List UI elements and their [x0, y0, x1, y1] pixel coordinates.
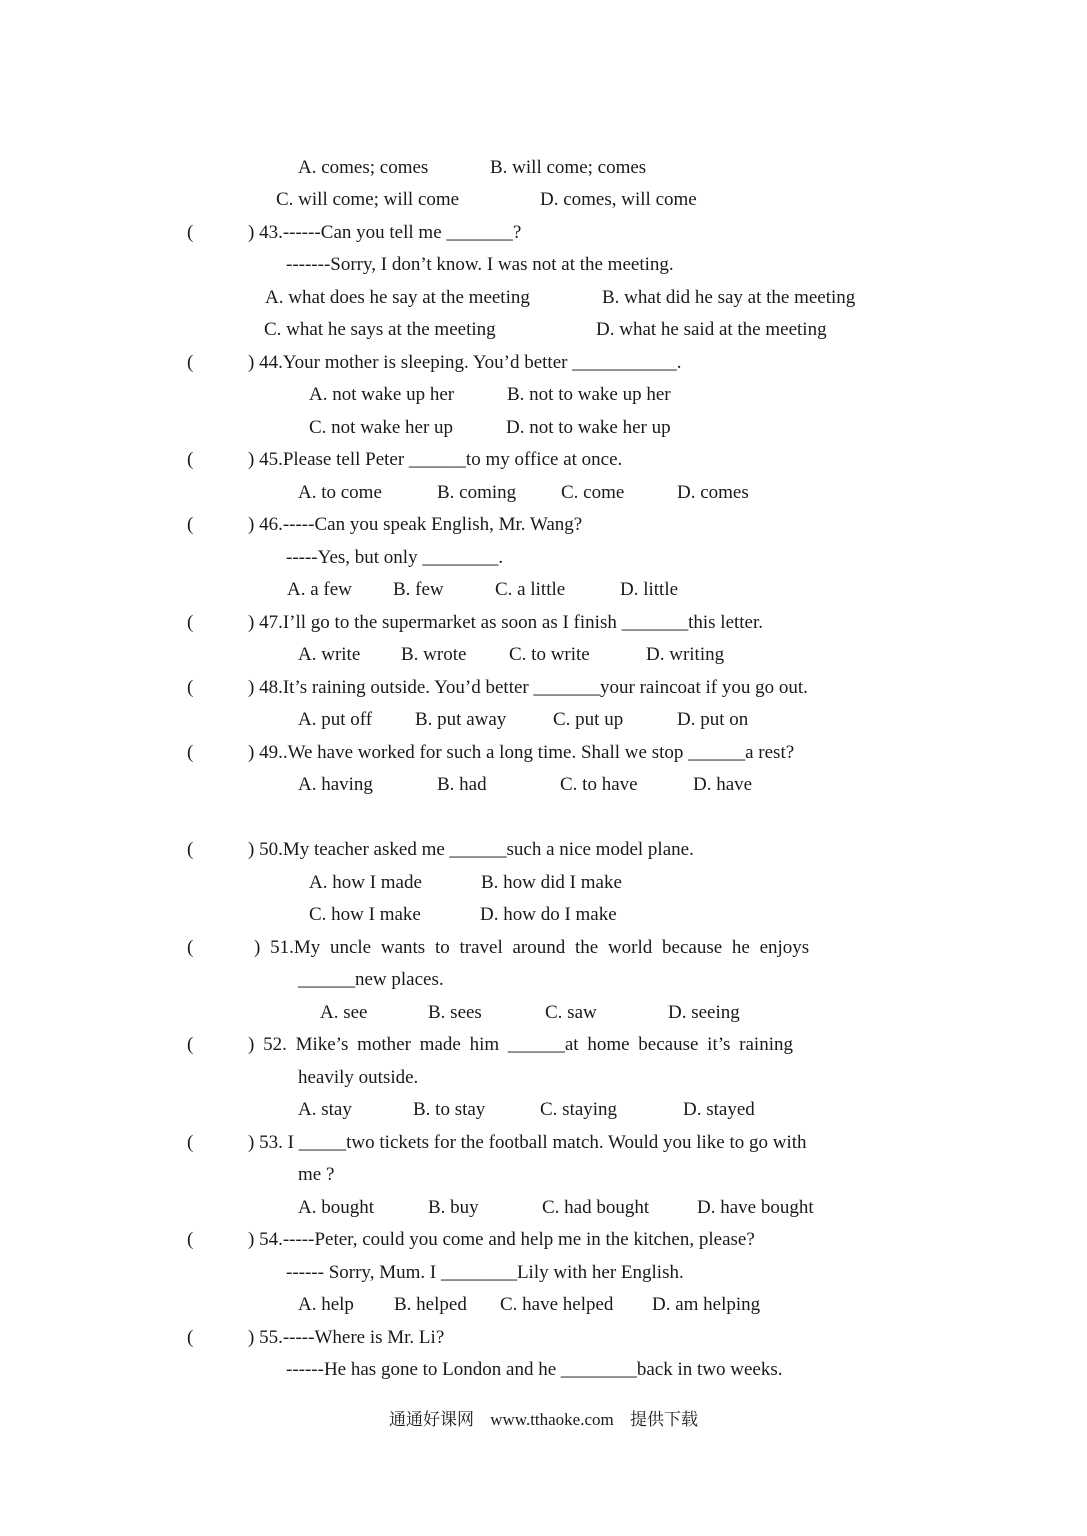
q49-option-b: B. had: [437, 774, 487, 795]
q48-option-d: D. put on: [677, 709, 749, 730]
q45-option-d: D. comes: [677, 482, 749, 503]
question-52-cont-text: heavily outside.: [298, 1067, 419, 1088]
q43-option-b: B. what did he say at the meeting: [602, 287, 856, 308]
answer-bracket: (: [187, 1327, 194, 1348]
answer-bracket: (: [187, 449, 194, 470]
question-53-cont-text: me ?: [298, 1164, 335, 1185]
q51-option-c: C. saw: [545, 1002, 597, 1023]
q49-option-c: C. to have: [560, 774, 638, 795]
question-51-stem: ) 51.My uncle wants to travel around the world because he enjoys: [254, 937, 810, 958]
q49-option-d: D. have: [693, 774, 753, 795]
question-52-stem: ) 52. Mike’s mother made him ______at home because it’s raining: [248, 1034, 793, 1055]
q52-option-c: C. staying: [540, 1099, 618, 1120]
q54-option-d: D. am helping: [652, 1294, 761, 1315]
question-49-stem: ) 49..We have worked for such a long time. Shall we stop ______a rest?: [248, 742, 795, 763]
q46-option-a: A. a few: [287, 579, 352, 600]
q43-option-a: A. what does he say at the meeting: [265, 287, 530, 308]
answer-bracket: (: [187, 677, 194, 698]
footer-site-name: 通通好课网: [389, 1410, 474, 1430]
q45-option-c: C. come: [561, 482, 625, 503]
question-48-stem: ) 48.It’s raining outside. You’d better _______your raincoat if you go out.: [248, 677, 808, 698]
answer-bracket: (: [187, 937, 194, 958]
q53-option-d: D. have bought: [697, 1197, 814, 1218]
q43-option-d: D. what he said at the meeting: [596, 319, 827, 340]
answer-bracket: (: [187, 1229, 194, 1250]
q54-option-b: B. helped: [394, 1294, 467, 1315]
q44-option-c: C. not wake her up: [309, 417, 454, 438]
question-46-stem: ) 46.-----Can you speak English, Mr. Wang?: [248, 514, 583, 535]
answer-bracket: (: [187, 222, 194, 243]
question-44-stem: ) 44.Your mother is sleeping. You’d better ___________.: [248, 352, 682, 373]
q48-option-c: C. put up: [553, 709, 624, 730]
q42-option-d: D. comes, will come: [540, 189, 697, 210]
q44-option-b: B. not to wake up her: [507, 384, 671, 405]
q52-option-b: B. to stay: [413, 1099, 486, 1120]
q46-option-c: C. a little: [495, 579, 566, 600]
q54-option-c: C. have helped: [500, 1294, 614, 1315]
question-51-cont-text: ______new places.: [298, 969, 444, 990]
question-46-reply-text: -----Yes, but only ________.: [286, 547, 504, 568]
q44-option-d: D. not to wake her up: [506, 417, 671, 438]
question-54-reply-text: ------ Sorry, Mum. I ________Lily with her English.: [286, 1262, 684, 1283]
q52-option-d: D. stayed: [683, 1099, 755, 1120]
q42-option-a: A. comes; comes: [298, 157, 429, 178]
question-45-stem: ) 45.Please tell Peter ______to my office at once.: [248, 449, 623, 470]
q46-option-b: B. few: [393, 579, 444, 600]
question-43-stem: ) 43.------Can you tell me _______?: [248, 222, 522, 243]
q47-option-d: D. writing: [646, 644, 725, 665]
q51-option-b: B. sees: [428, 1002, 482, 1023]
q45-option-b: B. coming: [437, 482, 517, 503]
q51-option-a: A. see: [320, 1002, 368, 1023]
answer-bracket: (: [187, 612, 194, 633]
answer-bracket: (: [187, 1132, 194, 1153]
q53-option-a: A. bought: [298, 1197, 374, 1218]
question-50-stem: ) 50.My teacher asked me ______such a nice model plane.: [248, 839, 694, 860]
question-55-stem: ) 55.-----Where is Mr. Li?: [248, 1327, 445, 1348]
q42-option-c: C. will come; will come: [276, 189, 460, 210]
q52-option-a: A. stay: [298, 1099, 352, 1120]
q47-option-b: B. wrote: [401, 644, 467, 665]
answer-bracket: (: [187, 352, 194, 373]
q43-option-c: C. what he says at the meeting: [264, 319, 496, 340]
q53-option-b: B. buy: [428, 1197, 479, 1218]
question-47-stem: ) 47.I’ll go to the supermarket as soon as I finish _______this letter.: [248, 612, 764, 633]
q50-option-a: A. how I made: [309, 872, 422, 893]
q54-option-a: A. help: [298, 1294, 354, 1315]
question-55-reply-text: ------He has gone to London and he ________back in two weeks.: [286, 1359, 783, 1380]
q51-option-d: D. seeing: [668, 1002, 740, 1023]
q45-option-a: A. to come: [298, 482, 382, 503]
q48-option-a: A. put off: [298, 709, 373, 730]
q46-option-d: D. little: [620, 579, 679, 600]
page-footer: [0, 1408, 1087, 1432]
q50-option-d: D. how do I make: [480, 904, 617, 925]
q47-option-a: A. write: [298, 644, 361, 665]
question-43-reply-text: -------Sorry, I don’t know. I was not at the meeting.: [286, 254, 674, 275]
q50-option-b: B. how did I make: [481, 872, 622, 893]
footer-url[interactable]: www.tthaoke.com: [490, 1410, 614, 1429]
footer-suffix: 提供下载: [629, 1410, 698, 1430]
question-54-stem: ) 54.-----Peter, could you come and help me in the kitchen, please?: [248, 1229, 755, 1250]
q44-option-a: A. not wake up her: [309, 384, 455, 405]
answer-bracket: (: [187, 514, 194, 535]
q42-option-b: B. will come; comes: [490, 157, 647, 178]
q47-option-c: C. to write: [509, 644, 590, 665]
answer-bracket: (: [187, 742, 194, 763]
answer-bracket: (: [187, 1034, 194, 1055]
q48-option-b: B. put away: [415, 709, 507, 730]
answer-bracket: (: [187, 839, 194, 860]
q53-option-c: C. had bought: [542, 1197, 650, 1218]
question-53-stem: ) 53. I _____two tickets for the football match. Would you like to go with: [248, 1132, 807, 1153]
q50-option-c: C. how I make: [309, 904, 421, 925]
q49-option-a: A. having: [298, 774, 373, 795]
